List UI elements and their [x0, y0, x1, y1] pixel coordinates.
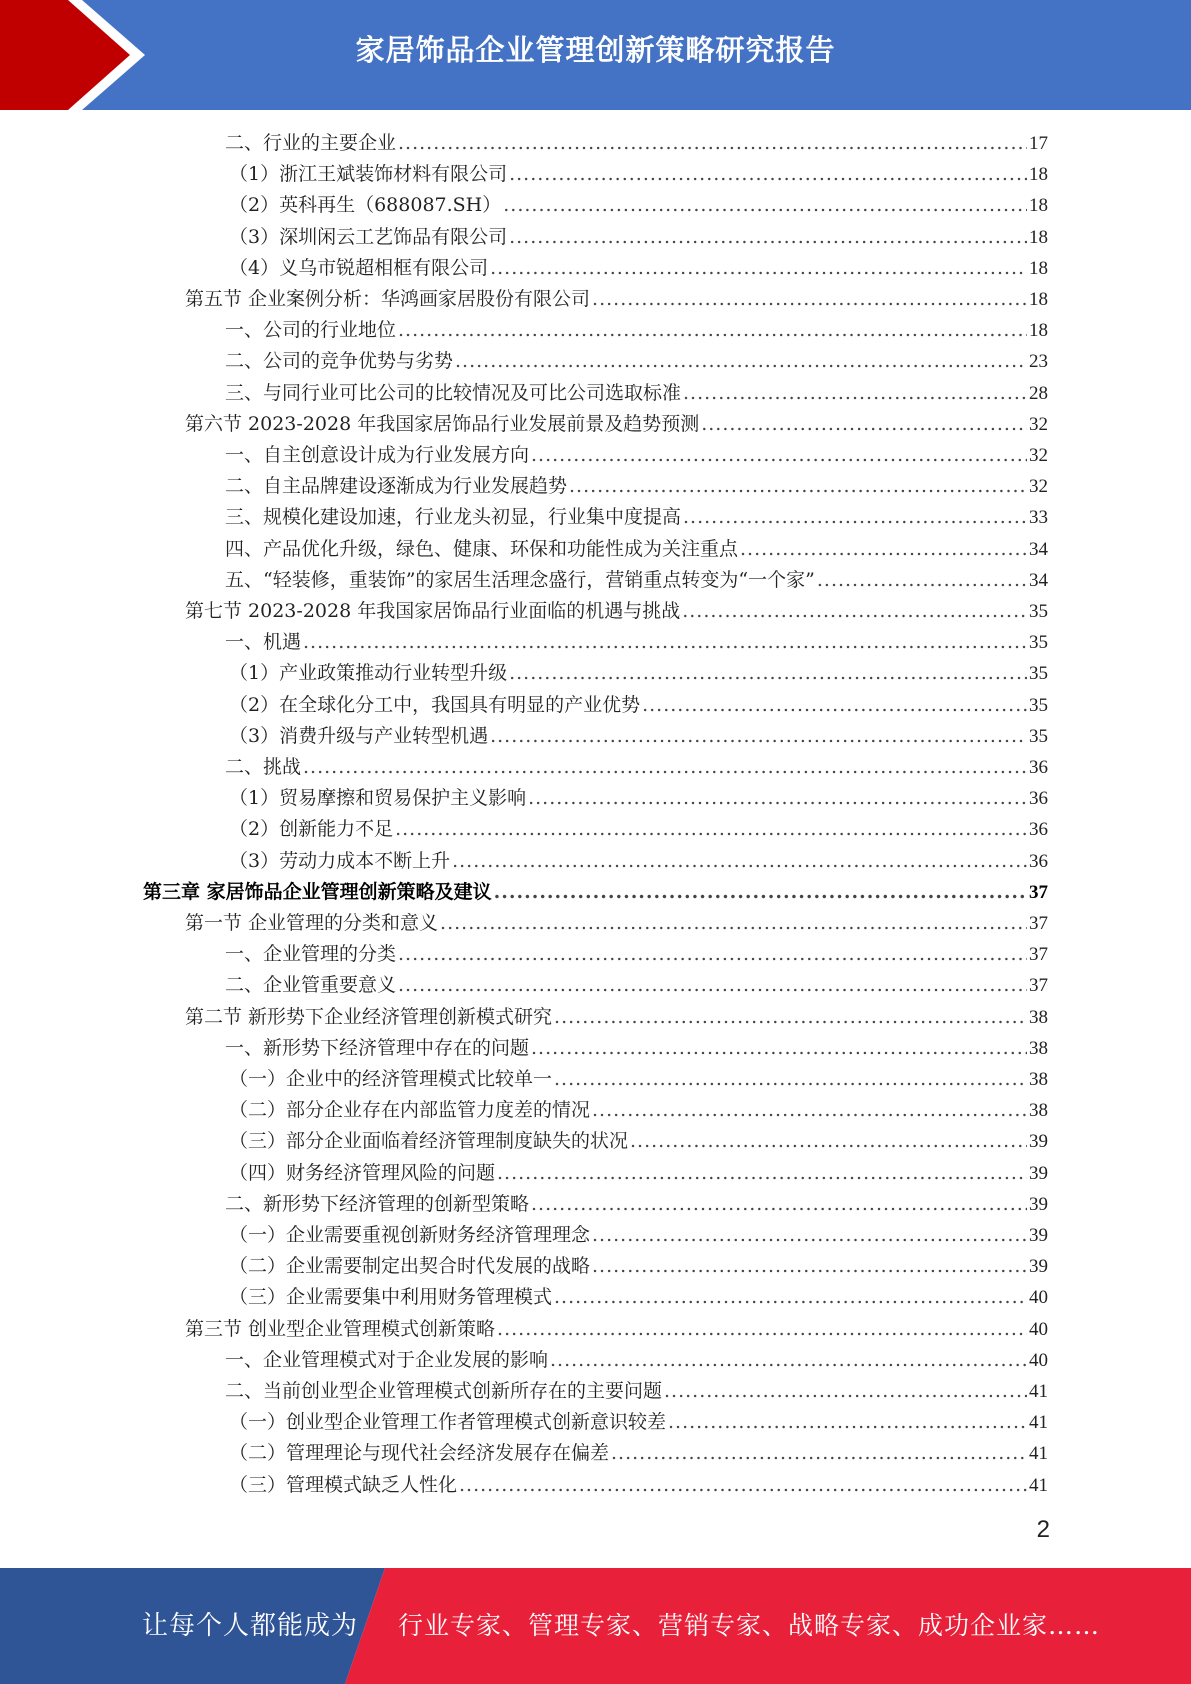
toc-dot-leader — [592, 1095, 1027, 1126]
toc-entry[interactable] — [229, 1064, 1048, 1095]
toc-dot-leader — [592, 284, 1027, 315]
report-title: 家居饰品企业管理创新策略研究报告 — [355, 33, 836, 67]
toc-page-number: 32 — [1029, 445, 1048, 466]
toc-entry-title: 第七节 2023-2028 年我国家居饰品行业面临的机遇与挑战 — [185, 600, 681, 622]
toc-entry[interactable] — [229, 1095, 1048, 1126]
toc-section-entry[interactable] — [185, 1314, 1048, 1345]
toc-entry-title: 二、行业的主要企业 — [225, 132, 397, 154]
toc-entry-title: 第一节 企业管理的分类和意义 — [185, 912, 439, 934]
toc-dot-leader — [503, 190, 1027, 221]
toc-entry-title: 第三节 创业型企业管理模式创新策略 — [185, 1317, 496, 1340]
toc-entry-title: 四、产品优化升级，绿色、健康、环保和功能性成为关注重点 — [225, 537, 739, 560]
toc-page-number: 37 — [1029, 944, 1048, 966]
toc-page-number: 35 — [1029, 694, 1048, 716]
toc-entry-title: 三、规模化建设加速，行业龙头初显，行业集中度提高 — [225, 506, 682, 529]
toc-entry[interactable] — [229, 1407, 1048, 1438]
toc-page-number: 41 — [1029, 1412, 1048, 1434]
toc-page-number: 35 — [1029, 632, 1048, 654]
toc-entry-title: 三、与同行业可比公司的比较情况及可比公司选取标准 — [225, 381, 682, 404]
toc-entry[interactable] — [225, 1345, 1048, 1376]
toc-entry-title: 一、自主创意设计成为行业发展方向 — [225, 444, 530, 466]
toc-entry[interactable] — [229, 253, 1048, 284]
toc-dot-leader — [509, 222, 1027, 253]
toc-section-entry[interactable] — [185, 284, 1048, 315]
toc-dot-leader — [682, 596, 1027, 627]
toc-page-number: 34 — [1029, 569, 1048, 591]
toc-page-number: 35 — [1029, 601, 1048, 622]
page-header — [0, 0, 1191, 110]
toc-page-number: 40 — [1029, 1349, 1048, 1371]
toc-entry[interactable] — [229, 690, 1048, 721]
toc-page-number: 38 — [1029, 1006, 1048, 1028]
toc-dot-leader — [440, 908, 1027, 939]
toc-entry-title: 二、挑战 — [225, 756, 302, 778]
toc-entry-title: （3）劳动力成本不断上升 — [229, 849, 451, 872]
toc-page-number: 39 — [1029, 1193, 1048, 1215]
toc-dot-leader — [592, 1220, 1027, 1251]
toc-entry[interactable] — [229, 1251, 1048, 1282]
toc-page-number: 18 — [1029, 164, 1048, 186]
toc-page-number: 18 — [1029, 226, 1048, 248]
toc-entry-title: （2）英科再生（688087.SH） — [229, 194, 502, 217]
toc-entry-title: （一）企业中的经济管理模式比较单一 — [229, 1068, 553, 1090]
toc-entry[interactable] — [229, 1282, 1048, 1313]
toc-dot-leader — [398, 939, 1027, 970]
toc-dot-leader — [664, 1376, 1027, 1407]
toc-entry-title: （二）企业需要制定出契合时代发展的战略 — [229, 1255, 591, 1278]
toc-dot-leader — [554, 1064, 1027, 1095]
toc-dot-leader — [490, 253, 1027, 284]
toc-page-number: 38 — [1029, 1100, 1048, 1122]
toc-dot-leader — [497, 1314, 1027, 1345]
toc-dot-leader — [531, 1189, 1027, 1220]
toc-entry[interactable] — [225, 565, 1048, 596]
toc-dot-leader — [452, 846, 1027, 877]
toc-page-number: 39 — [1029, 1162, 1048, 1184]
page-number: 2 — [1036, 1516, 1050, 1543]
toc-page-number: 39 — [1029, 1131, 1048, 1153]
toc-entry[interactable] — [225, 1033, 1048, 1064]
toc-dot-leader — [630, 1126, 1027, 1157]
toc-entry[interactable] — [229, 1126, 1048, 1157]
toc-entry-title: 第三章 家居饰品企业管理创新策略及建议 — [143, 880, 492, 903]
toc-dot-leader — [554, 1002, 1027, 1033]
toc-page-number: 32 — [1029, 413, 1048, 435]
toc-page-number: 37 — [1029, 913, 1048, 934]
toc-entry-title: 二、当前创业型企业管理模式创新所存在的主要问题 — [225, 1380, 663, 1402]
toc-entry-title: （三）企业需要集中利用财务管理模式 — [229, 1286, 553, 1309]
toc-dot-leader — [398, 315, 1027, 346]
toc-entry-title: 一、机遇 — [225, 631, 302, 654]
toc-entry-title: （二）管理理论与现代社会经济发展存在偏差 — [229, 1442, 610, 1465]
toc-entry-title: 第六节 2023-2028 年我国家居饰品行业发展前景及趋势预测 — [185, 412, 700, 435]
toc-entry-title: 二、公司的竞争优势与劣势 — [225, 350, 454, 373]
toc-entry-title: 第二节 新形势下企业经济管理创新模式研究 — [185, 1005, 553, 1028]
toc-entry-title: （一）创业型企业管理工作者管理模式创新意识较差 — [229, 1411, 667, 1434]
toc-dot-leader — [569, 471, 1027, 502]
toc-entry-title: （1）贸易摩擦和贸易保护主义影响 — [229, 787, 527, 810]
toc-page-number: 28 — [1029, 382, 1048, 404]
toc-page-number: 36 — [1029, 788, 1048, 810]
toc-page-number: 36 — [1029, 819, 1048, 841]
toc-page-number: 39 — [1029, 1225, 1048, 1246]
toc-dot-leader — [701, 409, 1027, 440]
toc-dot-leader — [455, 346, 1027, 377]
page-footer — [0, 1568, 1191, 1684]
toc-entry-title: （3）消费升级与产业转型机遇 — [229, 724, 489, 747]
toc-page-number: 39 — [1029, 1256, 1048, 1278]
toc-entry[interactable] — [225, 1189, 1048, 1220]
toc-dot-leader — [642, 690, 1027, 721]
toc-dot-leader — [395, 814, 1027, 845]
toc-entry-title: 五、“轻装修，重装饰”的家居生活理念盛行，营销重点转变为“一个家” — [225, 568, 815, 591]
toc-entry[interactable] — [229, 222, 1048, 253]
toc-page-number: 17 — [1029, 133, 1048, 154]
toc-entry[interactable] — [229, 190, 1048, 221]
toc-page-number: 33 — [1029, 507, 1048, 529]
toc-entry-title: （2）在全球化分工中，我国具有明显的产业优势 — [229, 693, 641, 716]
toc-entry[interactable] — [229, 846, 1048, 877]
toc-dot-leader — [509, 159, 1027, 190]
toc-page-number: 41 — [1029, 1474, 1048, 1496]
toc-dot-leader — [550, 1345, 1027, 1376]
toc-entry[interactable] — [229, 814, 1048, 845]
toc-entry-title: （3）深圳闲云工艺饰品有限公司 — [229, 225, 508, 248]
toc-entry[interactable] — [229, 1438, 1048, 1469]
toc-entry-title: （1）产业政策推动行业转型升级 — [229, 662, 508, 685]
toc-entry-title: （三）部分企业面临着经济管理制度缺失的状况 — [229, 1130, 629, 1153]
toc-dot-leader — [611, 1438, 1027, 1469]
toc-entry[interactable] — [229, 1220, 1048, 1251]
toc-page-number: 40 — [1029, 1287, 1048, 1309]
toc-page-number: 18 — [1029, 257, 1048, 279]
toc-page-number: 37 — [1029, 975, 1048, 997]
toc-dot-leader — [554, 1282, 1027, 1313]
toc-entry[interactable] — [225, 471, 1048, 502]
toc-entry[interactable] — [225, 1376, 1048, 1407]
toc-entry-title: 一、公司的行业地位 — [225, 319, 397, 342]
toc-dot-leader — [497, 1158, 1027, 1189]
toc-page-number: 18 — [1029, 320, 1048, 342]
toc-page-number: 36 — [1029, 757, 1048, 778]
toc-dot-leader — [509, 658, 1027, 689]
toc-section-entry[interactable] — [185, 596, 1048, 627]
toc-section-entry[interactable] — [185, 908, 1048, 939]
toc-dot-leader — [459, 1470, 1027, 1501]
toc-page-number: 41 — [1029, 1443, 1048, 1465]
toc-page-number: 35 — [1029, 725, 1048, 747]
toc-entry-title: （二）部分企业存在内部监管力度差的情况 — [229, 1099, 591, 1122]
toc-section-entry[interactable] — [185, 1002, 1048, 1033]
toc-dot-leader — [398, 128, 1027, 159]
toc-page-number: 41 — [1029, 1381, 1048, 1402]
toc-dot-leader — [303, 627, 1027, 658]
toc-dot-leader — [817, 565, 1027, 596]
toc-entry[interactable] — [225, 315, 1048, 346]
toc-dot-leader — [528, 783, 1027, 814]
toc-dot-leader — [592, 1251, 1027, 1282]
toc-entry-title: （一）企业需要重视创新财务经济管理理念 — [229, 1224, 591, 1246]
toc-entry-title: 二、新形势下经济管理的创新型策略 — [225, 1192, 530, 1215]
toc-entry-title: （1）浙江王斌装饰材料有限公司 — [229, 163, 508, 186]
footer-slogan-left: 让每个人都能成为 — [142, 1611, 359, 1641]
toc-dot-leader — [683, 378, 1027, 409]
toc-entry[interactable] — [229, 1158, 1048, 1189]
toc-page-number: 34 — [1029, 538, 1048, 560]
toc-dot-leader — [531, 1033, 1027, 1064]
toc-entry[interactable] — [225, 970, 1048, 1001]
toc-page-number: 38 — [1029, 1069, 1048, 1090]
toc-entry[interactable] — [225, 534, 1048, 565]
toc-dot-leader — [398, 970, 1027, 1001]
toc-entry[interactable] — [225, 378, 1048, 409]
toc-page-number: 40 — [1029, 1318, 1048, 1340]
footer-slogan-right: 行业专家、管理专家、营销专家、战略专家、成功企业家…… — [398, 1611, 1101, 1640]
toc-entry[interactable] — [225, 128, 1048, 159]
toc-page-number: 35 — [1029, 663, 1048, 685]
toc-entry[interactable] — [225, 627, 1048, 658]
toc-dot-leader — [531, 440, 1027, 471]
toc-page-number: 18 — [1029, 195, 1048, 217]
toc-dot-leader — [490, 721, 1027, 752]
toc-entry-title: 第五节 企业案例分析：华鸿画家居股份有限公司 — [185, 288, 591, 310]
toc-entry-title: （三）管理模式缺乏人性化 — [229, 1473, 458, 1496]
toc-entry-title: 一、企业管理的分类 — [225, 943, 397, 966]
toc-dot-leader — [683, 502, 1027, 533]
toc-entry[interactable] — [229, 783, 1048, 814]
toc-entry[interactable] — [229, 1470, 1048, 1501]
toc-entry[interactable] — [229, 721, 1048, 752]
toc-entry-title: 一、企业管理模式对于企业发展的影响 — [225, 1348, 549, 1371]
toc-page-number: 36 — [1029, 850, 1048, 872]
toc-section-entry[interactable] — [185, 409, 1048, 440]
toc-chapter-entry[interactable] — [143, 877, 1048, 908]
toc-entry-title: （四）财务经济管理风险的问题 — [229, 1161, 496, 1184]
toc-page-number: 18 — [1029, 289, 1048, 310]
toc-page-number: 32 — [1029, 476, 1048, 498]
toc-dot-leader — [740, 534, 1027, 565]
toc-entry-title: 一、新形势下经济管理中存在的问题 — [225, 1036, 530, 1059]
toc-entry[interactable] — [225, 346, 1048, 377]
toc-entry-title: 二、企业管重要意义 — [225, 974, 397, 997]
toc-dot-leader — [668, 1407, 1027, 1438]
toc-dot-leader — [303, 752, 1027, 783]
toc-entry-title: （4）义乌市锐超相框有限公司 — [229, 256, 489, 279]
toc-entry-title: 二、自主品牌建设逐渐成为行业发展趋势 — [225, 475, 568, 498]
toc-entry[interactable] — [225, 502, 1048, 533]
toc-page-number: 23 — [1029, 351, 1048, 373]
toc-page-number: 38 — [1029, 1037, 1048, 1059]
toc-dot-leader — [494, 877, 1027, 908]
toc-entry[interactable] — [229, 159, 1048, 190]
toc-entry-title: （2）创新能力不足 — [229, 818, 394, 841]
toc-page-number: 37 — [1029, 881, 1048, 903]
toc-entry[interactable] — [229, 658, 1048, 689]
toc-entry[interactable] — [225, 752, 1048, 783]
toc-entry[interactable] — [225, 939, 1048, 970]
toc-entry[interactable] — [225, 440, 1048, 471]
